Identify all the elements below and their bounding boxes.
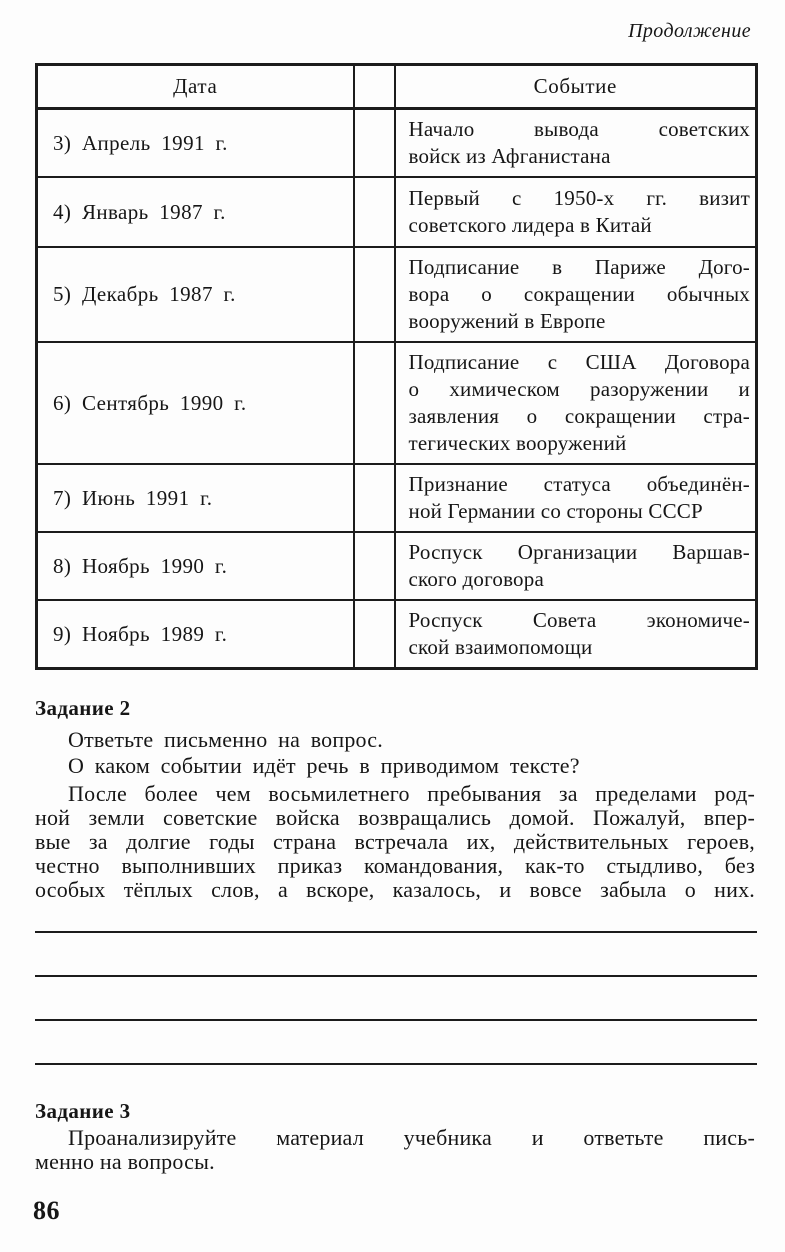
table-row (37, 600, 757, 669)
event-line: Роспуск Совета экономиче- (408, 608, 750, 632)
event-line: вора о сокращении обычных (408, 282, 750, 306)
date-cell: 7) Июнь 1991 г. (37, 464, 354, 532)
paragraph-line: вые за долгие годы страна встречала их, действительных героев, (35, 829, 755, 854)
task2-instruction-line: Ответьте письменно на вопрос. (68, 727, 383, 752)
task3-text-line: менно на вопросы. (35, 1149, 215, 1174)
paragraph-line: ной земли советские войска возвращались домой. Пожалуй, впер- (35, 805, 755, 830)
event-line: советского лидера в Китай (408, 213, 652, 237)
event-line: ского договора (408, 567, 544, 591)
table-row (37, 532, 757, 600)
event-cell (395, 532, 757, 600)
event-line: тегических вооружений (408, 431, 627, 455)
event-line: ской взаимопомощи (408, 635, 593, 659)
events-table (35, 63, 758, 670)
paragraph-line: честно выполнивших приказ командования, как-то стыдливо, без (35, 853, 755, 878)
task2-question-line: О каком событии идёт речь в приводимом тексте? (68, 753, 580, 778)
task2-paragraph (35, 782, 755, 902)
event-line: вооружений в Европе (408, 309, 606, 333)
date-cell: 4) Январь 1987 г. (37, 177, 354, 247)
table-row (37, 342, 757, 464)
event-cell (395, 600, 757, 669)
event-line: ной Германии со стороны СССР (408, 499, 703, 523)
middle-answer-cell (354, 600, 395, 669)
event-cell (395, 464, 757, 532)
event-line: Признание статуса объединён- (408, 472, 750, 496)
table-row (37, 109, 757, 178)
event-line: заявления о сокращении стра- (408, 404, 750, 428)
table-row (37, 247, 757, 342)
event-cell (395, 177, 757, 247)
event-cell (395, 247, 757, 342)
date-cell: 5) Декабрь 1987 г. (37, 247, 354, 342)
event-cell (395, 109, 757, 178)
event-cell (395, 342, 757, 464)
event-line: Первый с 1950-х гг. визит (408, 186, 750, 210)
answer-line (35, 975, 757, 977)
table-header-row (37, 65, 757, 109)
middle-answer-cell (354, 177, 395, 247)
table-header-date: Дата (37, 65, 354, 109)
answer-line (35, 931, 757, 933)
event-line: Подписание с США Договора (408, 350, 750, 374)
date-cell: 9) Ноябрь 1989 г. (37, 600, 354, 669)
date-cell: 6) Сентябрь 1990 г. (37, 342, 354, 464)
event-line: о химическом разоружении и (408, 377, 750, 401)
continuation-label: Продолжение (628, 20, 751, 42)
task3-text-line: Проанализируйте материал учебника и ответьте пись- (68, 1125, 755, 1150)
table-header-event: Событие (395, 65, 757, 109)
table-row (37, 464, 757, 532)
middle-answer-cell (354, 109, 395, 178)
middle-answer-cell (354, 247, 395, 342)
page-number: 86 (33, 1196, 60, 1225)
event-line: Начало вывода советских (408, 117, 750, 141)
event-line: Роспуск Организации Варшав- (408, 540, 750, 564)
task3-heading: Задание 3 (35, 1099, 131, 1123)
table-row (37, 177, 757, 247)
middle-answer-cell (354, 342, 395, 464)
middle-answer-cell (354, 464, 395, 532)
table-header-middle (354, 65, 395, 109)
date-cell: 3) Апрель 1991 г. (37, 109, 354, 178)
date-cell: 8) Ноябрь 1990 г. (37, 532, 354, 600)
task3-text (35, 1126, 755, 1174)
task2-heading: Задание 2 (35, 696, 131, 720)
middle-answer-cell (354, 532, 395, 600)
answer-line (35, 1019, 757, 1021)
paragraph-line: После более чем восьмилетнего пребывания за пределами род- (68, 781, 755, 806)
paragraph-line: особых тёплых слов, а вскоре, казалось, и вовсе забыла о них. (35, 877, 755, 902)
event-line: Подписание в Париже Дого- (408, 255, 750, 279)
event-line: войск из Афганистана (408, 144, 611, 168)
answer-line (35, 1063, 757, 1065)
